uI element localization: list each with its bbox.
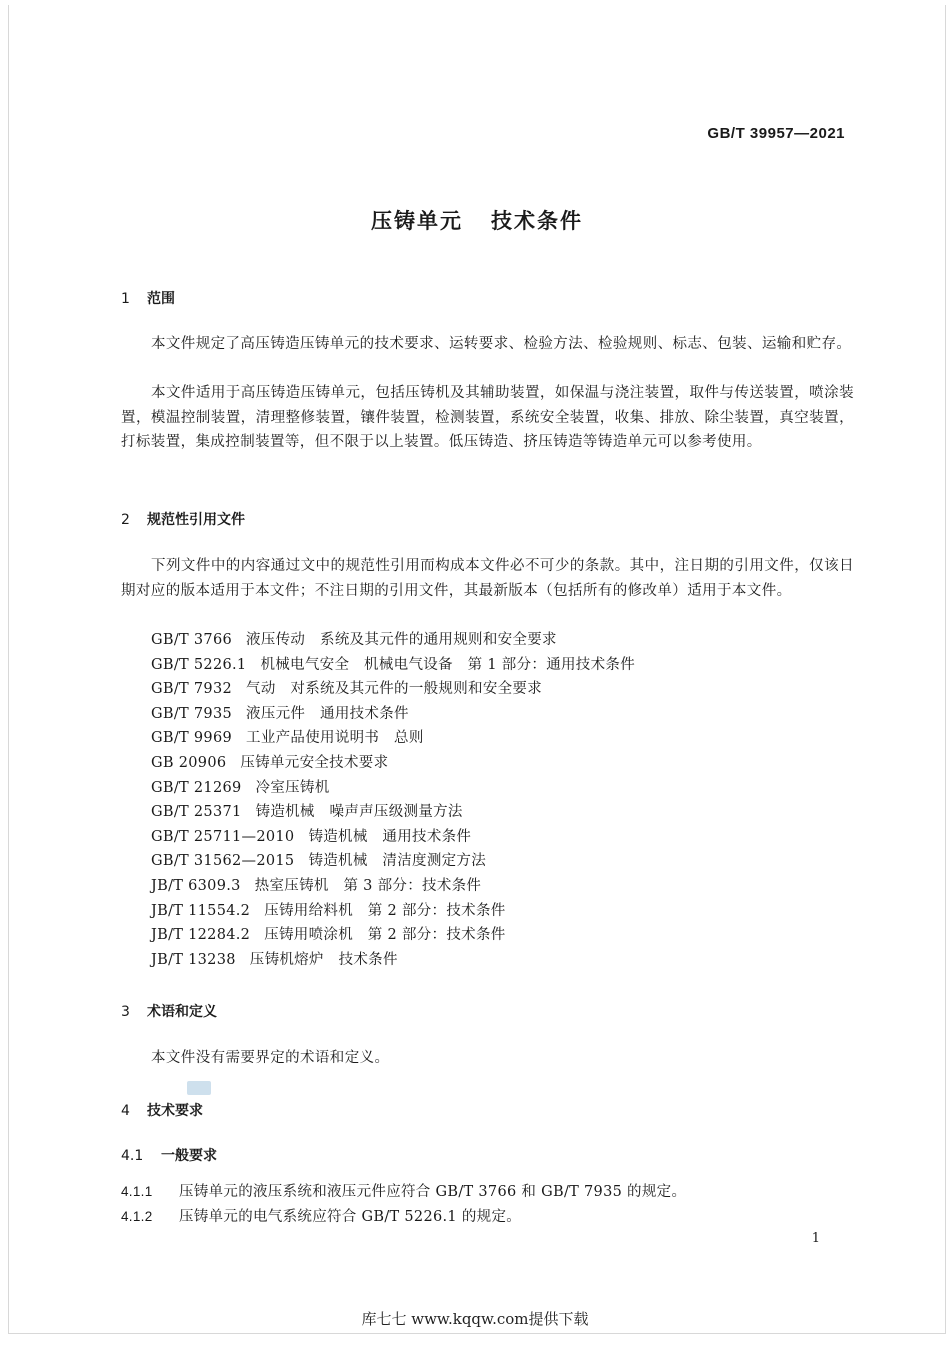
reference-item: [151, 702, 635, 727]
section-number: 4: [121, 1103, 130, 1119]
reference-item: [151, 923, 635, 948]
section-number: 3: [121, 1004, 130, 1020]
reference-item: [151, 800, 635, 825]
reference-item: [151, 948, 635, 973]
reference-code: JB/T 12284.2: [151, 927, 251, 944]
section-title: 范围: [147, 291, 175, 307]
section-number: 2: [121, 512, 130, 528]
title-part-2: 技术条件: [491, 209, 583, 233]
reference-code: GB/T 9969: [151, 730, 233, 747]
section-4-heading: [121, 1100, 203, 1120]
clause-text: 压铸单元的液压系统和液压元件应符合 GB/T 3766 和 GB/T 7935 的规定。: [179, 1184, 687, 1200]
reference-item: [151, 776, 635, 801]
reference-code: JB/T 6309.3: [151, 877, 241, 894]
reference-code: GB/T 21269: [151, 779, 242, 796]
title-part-1: 压铸单元: [371, 209, 463, 233]
reference-item: [151, 726, 635, 751]
section-number: 4.1: [121, 1148, 144, 1164]
reference-item: [151, 874, 635, 899]
reference-item: [151, 899, 635, 924]
reference-code: GB 20906: [151, 754, 227, 771]
reference-item: [151, 628, 635, 653]
reference-title: 气动 对系统及其元件的一般规则和安全要求: [246, 681, 543, 698]
reference-code: GB/T 25711—2010: [151, 828, 295, 845]
reference-title: 压铸机熔炉 技术条件: [249, 951, 398, 968]
section-1-heading: [121, 288, 175, 308]
reference-list: [151, 628, 635, 972]
scope-paragraph-2: 本文件适用于高压铸造压铸单元，包括压铸机及其辅助装置，如保温与浇注装置，取件与传送装置，喷涂装置，模温控制装置，清理整修装置，镶件装置，检测装置，系统安全装置，收集、排放、除尘装置，真空装置，打标装置，集成控制装置等，但不限于以上装置。低压铸造、挤压铸造等铸造单元可以参考使用。: [121, 385, 854, 450]
reference-item: [151, 677, 635, 702]
section-2-heading: [121, 509, 245, 529]
reference-code: GB/T 7932: [151, 681, 233, 698]
reference-item: [151, 849, 635, 874]
reference-code: GB/T 31562—2015: [151, 853, 295, 870]
reference-title: 热室压铸机 第 3 部分：技术条件: [254, 877, 482, 894]
section-number: 1: [121, 291, 130, 307]
reference-title: 冷室压铸机: [255, 779, 330, 796]
reference-title: 铸造机械 通用技术条件: [308, 828, 472, 845]
document-page: [8, 5, 946, 1334]
reference-title: 压铸用喷涂机 第 2 部分：技术条件: [264, 927, 506, 944]
reference-title: 铸造机械 清洁度测定方法: [308, 853, 487, 870]
document-title: [9, 205, 945, 235]
clause-4-1-1: [121, 1180, 686, 1204]
reference-title: 压铸单元安全技术要求: [240, 754, 389, 771]
reference-title: 工业产品使用说明书 总则: [246, 730, 424, 747]
reference-title: 铸造机械 噪声声压级测量方法: [255, 804, 463, 821]
reference-title: 机械电气安全 机械电气设备 第 1 部分：通用技术条件: [260, 656, 635, 673]
reference-code: GB/T 7935: [151, 705, 233, 722]
reference-title: 压铸用给料机 第 2 部分：技术条件: [264, 902, 506, 919]
reference-code: GB/T 3766: [151, 632, 233, 648]
scope-paragraph-1: 本文件规定了高压铸造压铸单元的技术要求、运转要求、检验方法、检验规则、标志、包装、运输和贮存。: [151, 336, 852, 352]
section-4-1-heading: [121, 1145, 217, 1165]
clause-text: 压铸单元的电气系统应符合 GB/T 5226.1 的规定。: [179, 1209, 522, 1225]
normative-intro: 下列文件中的内容通过文中的规范性引用而构成本文件必不可少的条款。其中，注日期的引用文件，仅该日期对应的版本适用于本文件；不注日期的引用文件，其最新版本（包括所有的修改单）适用于本文件。: [121, 558, 854, 599]
page-number: 1: [811, 1231, 820, 1246]
section-title: 术语和定义: [147, 1004, 217, 1020]
reference-title: 液压传动 系统及其元件的通用规则和安全要求: [246, 632, 557, 648]
terms-paragraph: 本文件没有需要界定的术语和定义。: [151, 1050, 390, 1066]
section-title: 规范性引用文件: [147, 512, 245, 528]
section-3-heading: [121, 1001, 217, 1021]
reference-item: [151, 751, 635, 776]
reference-item: [151, 825, 635, 850]
clause-4-1-2: [121, 1205, 521, 1229]
standard-number: GB/T 39957—2021: [707, 125, 845, 142]
clause-number: 4.1.2: [121, 1209, 153, 1224]
section-title: 技术要求: [147, 1103, 203, 1119]
reference-code: JB/T 11554.2: [151, 902, 251, 919]
stamp-mark: [187, 1081, 211, 1095]
reference-code: GB/T 25371: [151, 804, 242, 821]
reference-code: GB/T 5226.1: [151, 656, 247, 673]
clause-number: 4.1.1: [121, 1184, 153, 1199]
reference-code: JB/T 13238: [151, 951, 236, 968]
footer-watermark: 库七七 www.kqqw.com提供下载: [361, 1310, 589, 1328]
reference-item: [151, 653, 635, 678]
reference-title: 液压元件 通用技术条件: [246, 705, 409, 722]
section-title: 一般要求: [161, 1148, 217, 1164]
